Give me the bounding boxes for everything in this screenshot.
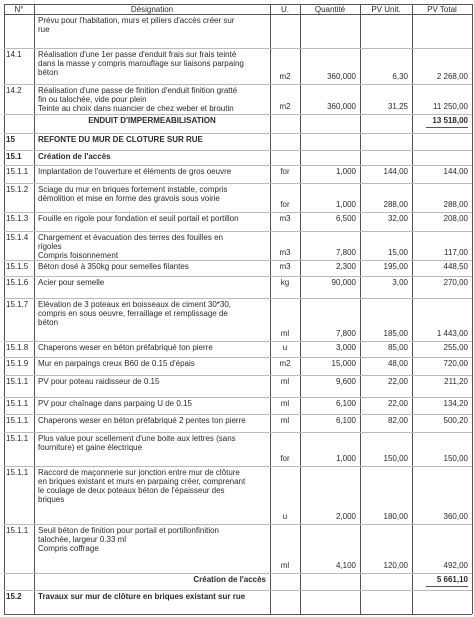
designation-line: Création de l'accès (193, 575, 266, 584)
row-separator (4, 341, 472, 342)
item-number: 15.1.6 (6, 278, 29, 287)
item-number: 14.2 (6, 86, 22, 95)
header-total-price: PV Total (427, 5, 457, 14)
total-column-rule (412, 4, 413, 614)
total-value: 144,00 (443, 167, 468, 176)
item-number: 15.1.1 (6, 526, 29, 535)
row-separator (4, 524, 472, 525)
unit-price-value: 48,00 (387, 359, 408, 368)
item-number: 15.1.1 (6, 167, 29, 176)
total-value: 11 250,00 (433, 102, 468, 111)
total-value: 255,00 (443, 343, 468, 352)
unit-value: kg (280, 278, 290, 287)
unit-value: ml (280, 561, 290, 570)
item-number: 15.1.3 (6, 214, 29, 223)
designation-line: Raccord de maçonnerie sur jonction entre mur de clôture (38, 468, 240, 477)
unit-value: ml (280, 416, 290, 425)
unit-value: u (282, 512, 288, 521)
row-separator (4, 150, 472, 151)
quantity-value: 6,500 (335, 214, 356, 223)
quantity-value: 3,000 (335, 343, 356, 352)
designation-line: Travaux sur mur de clôture en briques existant sur rue (38, 592, 246, 601)
unit-value: ml (280, 399, 290, 408)
quantity-value: 2,300 (335, 262, 356, 271)
row-separator (4, 133, 472, 134)
unit-price-value: 22,00 (387, 377, 408, 386)
unit-price-value: 180,00 (383, 512, 408, 521)
item-number: 15.1 (6, 152, 22, 161)
unit-price-value: 150,00 (383, 454, 408, 463)
designation-line: Prévu pour l'habitation, murs et piliers d'accès créer sur (38, 16, 235, 25)
designation-line: REFONTE DU MUR DE CLOTURE SUR RUE (38, 135, 203, 144)
designation-line: Chaperons weser en béton préfabriqué 2 pentes ton pierre (38, 416, 246, 425)
designation-line: Plus value pour scellement d'une boite aux lettres (sans (38, 434, 236, 443)
unit-value: m2 (279, 359, 291, 368)
quantity-value: 4,100 (335, 561, 356, 570)
unit-column-rule (270, 4, 271, 614)
item-number: 15.1.1 (6, 434, 29, 443)
designation-line: Teinte au choix dans nuancier de chez weber et broutin (38, 104, 234, 113)
designation-line: briques (38, 495, 65, 504)
quantity-value: 15,000 (331, 359, 356, 368)
row-separator (4, 432, 472, 433)
row-separator (4, 375, 472, 376)
designation-line: Béton dosé à 350kg pour semelles filantes (38, 262, 189, 271)
unit-price-value: 120,00 (383, 561, 408, 570)
quantity-value: 6,100 (335, 399, 356, 408)
header-unit: U. (281, 5, 289, 14)
unit-price-value: 288,00 (383, 200, 408, 209)
total-value: 448,50 (443, 262, 468, 271)
item-number: 15.1.4 (6, 233, 29, 242)
designation-line: Mur en parpaings creux B60 de 0.15 d'épais (38, 359, 195, 368)
unit-price-value: 3,00 (392, 278, 408, 287)
designation-line: démolition et mise en forme des gravois sous voirie (38, 194, 220, 203)
total-value: 5 661,10 (436, 575, 468, 584)
unit-value: u (282, 343, 288, 352)
unit-price-value: 6,30 (392, 72, 408, 81)
item-number: 15.2 (6, 592, 22, 601)
row-separator (4, 183, 472, 184)
unit-price-value: 195,00 (383, 262, 408, 271)
item-number: 15.1.7 (6, 300, 29, 309)
header-no: N° (14, 5, 24, 14)
designation-line: Implantation de l'ouverture et éléments de gros oeuvre (38, 167, 232, 176)
unit-value: m2 (279, 72, 291, 81)
total-value: 492,00 (443, 561, 468, 570)
unit-price-value: 22,00 (387, 399, 408, 408)
row-separator (4, 466, 472, 467)
designation-line: le coulage de deux poteaux béton de l'épaisseur des (38, 486, 225, 495)
right-border-rule (472, 4, 473, 614)
designation-line: Compris foisonnement (38, 251, 119, 260)
unit-value: for (280, 454, 290, 463)
header-designation: Désignation (130, 5, 174, 14)
total-value: 270,00 (443, 278, 468, 287)
row-separator (4, 84, 472, 85)
row-separator (4, 573, 472, 574)
quantity-value: 2,000 (335, 512, 356, 521)
designation-line: béton (38, 68, 59, 77)
designation-line: Sciage du mur en briques fortement instable, compris (38, 185, 228, 194)
total-underline (426, 586, 468, 587)
designation-line: fin ou talochée, vide pour plein (38, 95, 147, 104)
designation-line: Fouille en rigole pour fondation et seuil portail et portillon (38, 214, 239, 223)
row-separator (4, 231, 472, 232)
total-value: 288,00 (443, 200, 468, 209)
total-value: 134,20 (443, 399, 468, 408)
quantity-value: 360,000 (327, 102, 356, 111)
row-separator (4, 260, 472, 261)
unit-value: ml (280, 329, 290, 338)
unit-price-column-rule (360, 4, 361, 614)
row-separator (4, 590, 472, 591)
total-value: 117,00 (444, 248, 468, 257)
quantity-value: 1,000 (335, 454, 356, 463)
quantity-value: 360,000 (327, 72, 356, 81)
total-value: 500,20 (443, 416, 468, 425)
unit-price-value: 144,00 (383, 167, 408, 176)
item-number: 15 (6, 135, 15, 144)
designation-line: béton (38, 318, 59, 327)
item-number: 15.1.1 (6, 468, 29, 477)
unit-value: m3 (279, 214, 291, 223)
total-value: 150,00 (443, 454, 468, 463)
designation-line: rue (38, 25, 50, 34)
unit-price-value: 82,00 (387, 416, 408, 425)
unit-value: for (280, 167, 290, 176)
unit-price-value: 185,00 (383, 329, 408, 338)
quantity-column-rule (300, 4, 301, 614)
unit-value: m3 (279, 262, 291, 271)
designation-line: Acier pour semelle (38, 278, 105, 287)
item-number: 15.1.2 (6, 185, 29, 194)
designation-line: dans la masse y compris marouflage sur liaisons parpaing (38, 59, 244, 68)
unit-value: for (280, 200, 290, 209)
designation-line: rigoles (38, 242, 62, 251)
designation-column-rule (34, 4, 35, 614)
row-separator (4, 114, 472, 115)
total-underline (426, 127, 468, 128)
total-value: 360,00 (443, 512, 468, 521)
unit-price-value: 85,00 (387, 343, 408, 352)
designation-line: Réalisation d'une 1er passe d'enduit frais sur frais teinté (38, 50, 237, 59)
row-separator (4, 212, 472, 213)
designation-line: ENDUIT D'IMPERMEABILISATION (88, 116, 216, 125)
unit-value: m2 (279, 102, 291, 111)
row-separator (4, 48, 472, 49)
unit-price-value: 31,25 (387, 102, 408, 111)
designation-line: talochée, largeur 0.33 ml (38, 535, 127, 544)
designation-line: Création de l'accès (38, 152, 111, 161)
no-column-rule (4, 4, 5, 614)
item-number: 15.1.1 (6, 377, 29, 386)
row-separator (4, 276, 472, 277)
designation-line: PV pour chaînage dans parpaing U de 0.15 (38, 399, 192, 408)
header-quantity: Quantité (314, 5, 346, 14)
total-value: 1 443,00 (436, 329, 468, 338)
designation-line: compris en sous oeuvre, ferraillage et remplissage de (38, 309, 228, 318)
designation-line: PV pour poteau raidisseur de 0.15 (38, 377, 160, 386)
unit-value: ml (280, 377, 290, 386)
row-separator (4, 298, 472, 299)
quantity-value: 6,100 (335, 416, 356, 425)
item-number: 15.1.1 (6, 399, 29, 408)
unit-price-value: 32,00 (387, 214, 408, 223)
quantity-value: 90,000 (331, 278, 356, 287)
item-number: 15.1.8 (6, 343, 29, 352)
quantity-value: 9,600 (335, 377, 356, 386)
designation-line: Chargement et évacuation des terres des fouilles en (38, 233, 223, 242)
unit-value: m3 (279, 248, 291, 257)
item-number: 14.1 (6, 50, 22, 59)
item-number: 15.1.9 (6, 359, 29, 368)
total-value: 720,00 (443, 359, 468, 368)
designation-line: Compris coffrage (38, 544, 99, 553)
row-separator (4, 397, 472, 398)
unit-price-value: 15,00 (387, 248, 408, 257)
table-bottom-rule (4, 614, 472, 615)
total-value: 13 518,00 (432, 116, 468, 125)
designation-line: Chaperons weser en béton préfabriqué ton pierre (38, 343, 213, 352)
designation-line: Elévation de 3 poteaux en boisseaux de ciment 30*30, (38, 300, 232, 309)
total-value: 208,00 (443, 214, 468, 223)
designation-line: fourniture) et gaine électrique (38, 443, 143, 452)
total-value: 211,20 (444, 377, 468, 386)
row-separator (4, 414, 472, 415)
quantity-value: 7,800 (335, 248, 356, 257)
quantity-value: 7,800 (335, 329, 356, 338)
header-unit-price: PV Unit. (371, 5, 401, 14)
item-number: 15.1.5 (6, 262, 29, 271)
designation-line: en briques existant et murs en parpaing créer, comprenant (38, 477, 246, 486)
row-separator (4, 165, 472, 166)
designation-line: Réalisation d'une passe de finition d'enduit finition gratté (38, 86, 238, 95)
row-separator (4, 357, 472, 358)
designation-line: Seuil béton de finition pour portail et portillonfinition (38, 526, 220, 535)
quantity-value: 1,000 (335, 167, 356, 176)
item-number: 15.1.1 (6, 416, 29, 425)
quantity-value: 1,000 (335, 200, 356, 209)
total-value: 2 268,00 (436, 72, 468, 81)
